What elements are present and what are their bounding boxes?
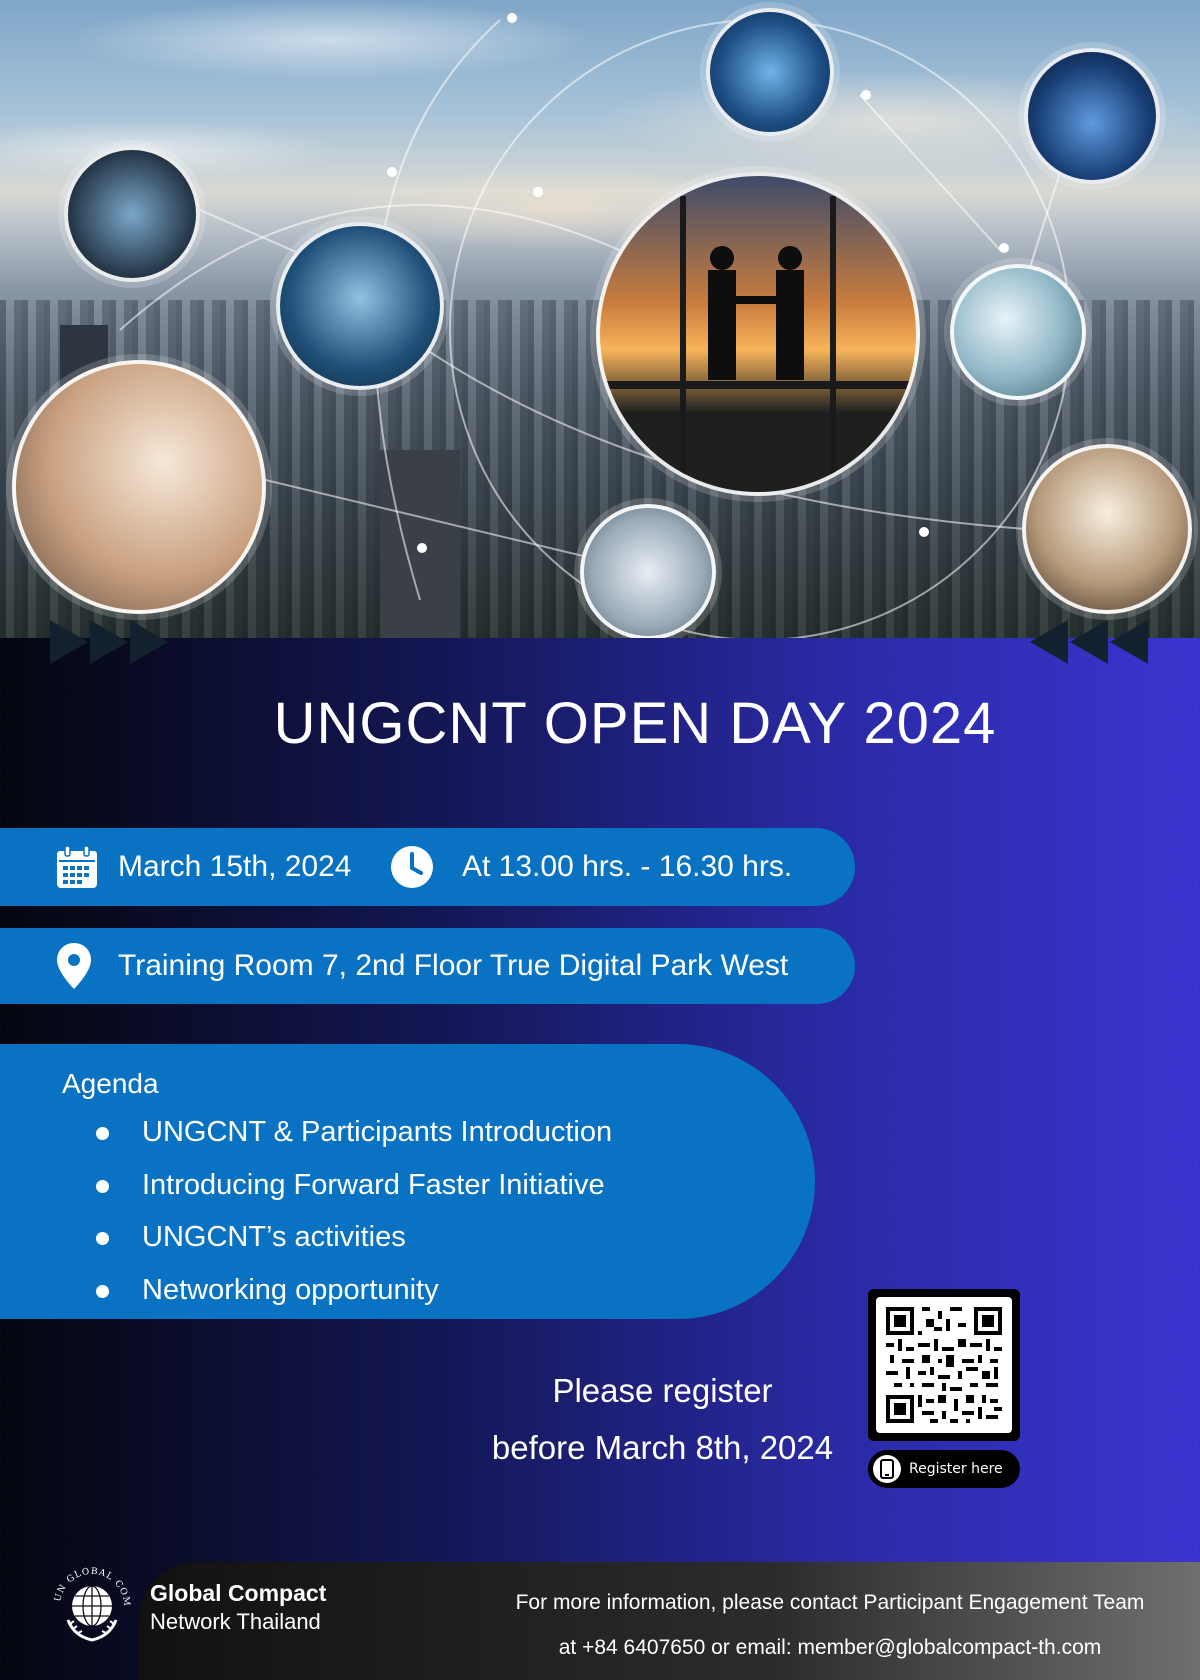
business-people-bubble xyxy=(276,222,444,390)
registration-qr-code[interactable] xyxy=(868,1289,1020,1441)
register-here-label: Register here xyxy=(909,1461,1003,1477)
location-pill xyxy=(0,928,855,1004)
contact-info xyxy=(470,1580,1190,1670)
contact-line-1: For more information, please contact Participant Engagement Team xyxy=(515,1591,1145,1614)
handshake-silhouette xyxy=(600,176,920,496)
location-pin-icon xyxy=(56,942,92,998)
register-line-2: before March 8th, 2024 xyxy=(491,1429,834,1466)
smartphone-bubble xyxy=(706,8,834,136)
event-location: Training Room 7, 2nd Floor True Digital Park West xyxy=(118,949,789,982)
clock-icon xyxy=(390,845,434,897)
agenda-item: Networking opportunity xyxy=(96,1274,612,1327)
qr-code-image xyxy=(876,1297,1012,1433)
agenda-list xyxy=(96,1116,612,1326)
qr-pattern xyxy=(886,1307,1002,1423)
handshake-bubble xyxy=(596,172,920,496)
event-date: March 15th, 2024 xyxy=(118,850,352,883)
organization-logo-text xyxy=(150,1580,326,1635)
contact-line-2: at +84 6407650 or email: member@globalcompact-th.com xyxy=(558,1636,1102,1659)
agenda-item: UNGCNT & Participants Introduction xyxy=(96,1116,612,1169)
calendar-icon xyxy=(56,845,98,897)
un-globe-emblem xyxy=(48,1562,136,1650)
stairs-bubble xyxy=(1022,444,1192,614)
writing-hand-bubble xyxy=(12,360,266,614)
agenda-panel xyxy=(0,1044,815,1319)
register-here-button[interactable] xyxy=(868,1450,1020,1488)
globe-tech-bubble xyxy=(1024,48,1160,184)
phone-icon xyxy=(873,1455,901,1483)
event-title: UNGCNT OPEN DAY 2024 xyxy=(273,691,997,756)
agenda-heading: Agenda xyxy=(62,1068,159,1099)
logo-subtitle: Network Thailand xyxy=(150,1609,321,1634)
emblem-ring-text: UN GLOBAL COM xyxy=(53,1566,132,1608)
tablet-photo-bubble xyxy=(64,146,200,282)
decorative-arrows-right xyxy=(1030,620,1148,664)
register-line-1: Please register xyxy=(552,1372,773,1409)
woman-tech-bubble xyxy=(950,264,1086,400)
agenda-item: Introducing Forward Faster Initiative xyxy=(96,1169,612,1222)
date-time-pill xyxy=(0,828,855,906)
decorative-arrows-left xyxy=(50,620,168,664)
logo-name: Global Compact xyxy=(150,1580,327,1606)
agenda-item: UNGCNT’s activities xyxy=(96,1221,612,1274)
register-notice xyxy=(460,1362,865,1476)
meeting-bubble xyxy=(580,504,716,638)
hero-image xyxy=(0,0,1200,638)
event-time: At 13.00 hrs. - 16.30 hrs. xyxy=(462,850,793,883)
